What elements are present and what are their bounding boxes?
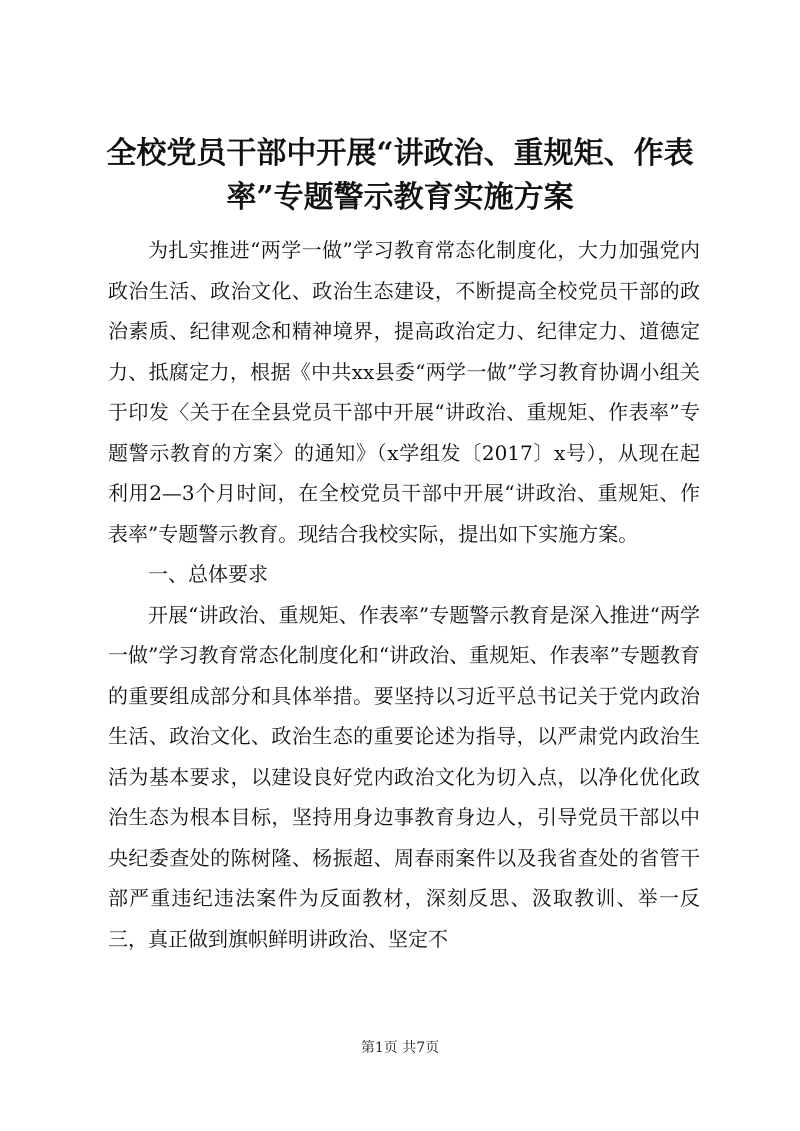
page-footer: 第1页 共7页 (360, 1040, 440, 1056)
document-body (108, 230, 700, 959)
section-paragraph: 开展“讲政治、重规矩、作表率”专题警示教育是深入推进“两学一做”学习教育常态化制度化和“讲政治、重规矩、作表率”专题教育的重要组成部分和具体举措。要坚持以习近平总书记关于党内政治生活、政治文化、政治生态的重要论述为指导，以严肃党内政治生活为基本要求，以建设良好党内政治文化为切入点，以净化优化政治生态为根本目标，坚持用身边事教育身边人，引导党员干部以中央纪委查处的陈树隆、杨振超、周春雨案件以及我省查处的省管干部严重违纪违法案件为反面教材，深刻反思、汲取教训、举一反三，真正做到旗帜鲜明讲政治、坚定不 (108, 602, 700, 951)
section-heading: 一、总体要求 (148, 562, 268, 586)
intro-paragraph: 为扎实推进“两学一做”学习教育常态化制度化，大力加强党内政治生活、政治文化、政治生态建设，不断提高全校党员干部的政治素质、纪律观念和精神境界，提高政治定力、纪律定力、道德定力、抵腐定力，根据《中共xx县委“两学一做”学习教育协调小组关于印发〈关于在全县党员干部中开展“讲政治、重规矩、作表率”专题警示教育的方案〉的通知》（x学组发〔2017〕x号），从现在起利用2—3个月时间，在全校党员干部中开展“讲政治、重规矩、作表率”专题警示教育。现结合我校实际，提出如下实施方案。 (108, 238, 700, 546)
document-title: 全校党员干部中开展“讲政治、重规矩、作表率”专题警示教育实施方案 (106, 136, 694, 215)
